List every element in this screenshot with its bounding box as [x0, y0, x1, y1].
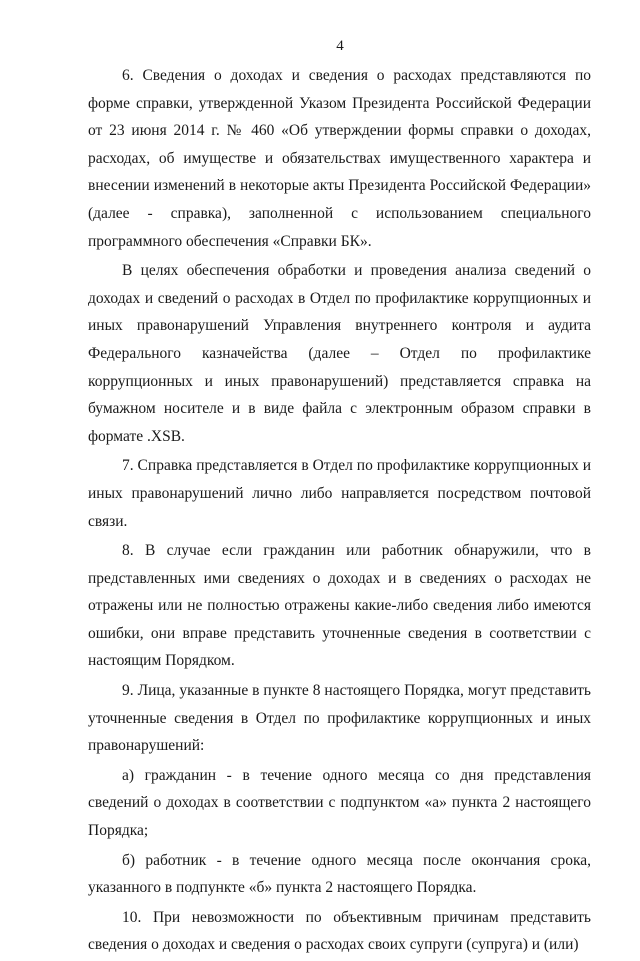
- paragraph-9-b: б) работник - в течение одного месяца после окончания срока, указанного в подпункте «б» пункта 2 настоящего Порядка.: [88, 851, 591, 897]
- paragraph-9: 9. Лица, указанные в пункте 8 настоящего Порядка, могут представить уточненные сведения в Отдел по профилактике коррупционных и иных правонарушений:: [88, 682, 591, 755]
- paragraph-10: 10. При невозможности по объективным причинам представить сведения о доходах и сведения о расходах своих супруги (супруга) и (или): [88, 908, 591, 954]
- paragraph-6: 6. Сведения о доходах и сведения о расходах представляются по форме справки, утвержденной Указом Президента Российской Федерации от 23 июня 2014 г. № 460 «Об утверждении формы справки о доходах, расходах, об имуществе и обязательствах имущественного характера и внесении изменений в некоторые акты Президента Российской Федерации» (далее - справка), заполненной с использованием специального программного обеспечения «Справки БК».: [88, 67, 591, 250]
- document-body: [88, 62, 591, 961]
- paragraph-7: 7. Справка представляется в Отдел по профилактике коррупционных и иных правонарушений лично либо направляется посредством почтовой связи.: [88, 457, 591, 530]
- page-number: 4: [336, 38, 344, 54]
- paragraph-6-analysis: В целях обеспечения обработки и проведения анализа сведений о доходах и сведений о расходах в Отдел по профилактике коррупционных и иных правонарушений Управления внутреннего контроля и аудита Федерального казначейства (далее – Отдел по профилактике коррупционных и иных правонарушений) представляется справка на бумажном носителе и в виде файла с электронным образом справки в формате .XSB.: [88, 262, 591, 445]
- paragraph-8: 8. В случае если гражданин или работник обнаружили, что в представленных ими сведениях о доходах и в сведениях о расходах не отражены или не полностью отражены какие-либо сведения либо имеются ошибки, они вправе представить уточненные сведения в соответствии с настоящим Порядком.: [88, 542, 591, 670]
- paragraph-9-a: а) гражданин - в течение одного месяца со дня представления сведений о доходах в соответствии с подпунктом «а» пункта 2 настоящего Порядка;: [88, 766, 591, 840]
